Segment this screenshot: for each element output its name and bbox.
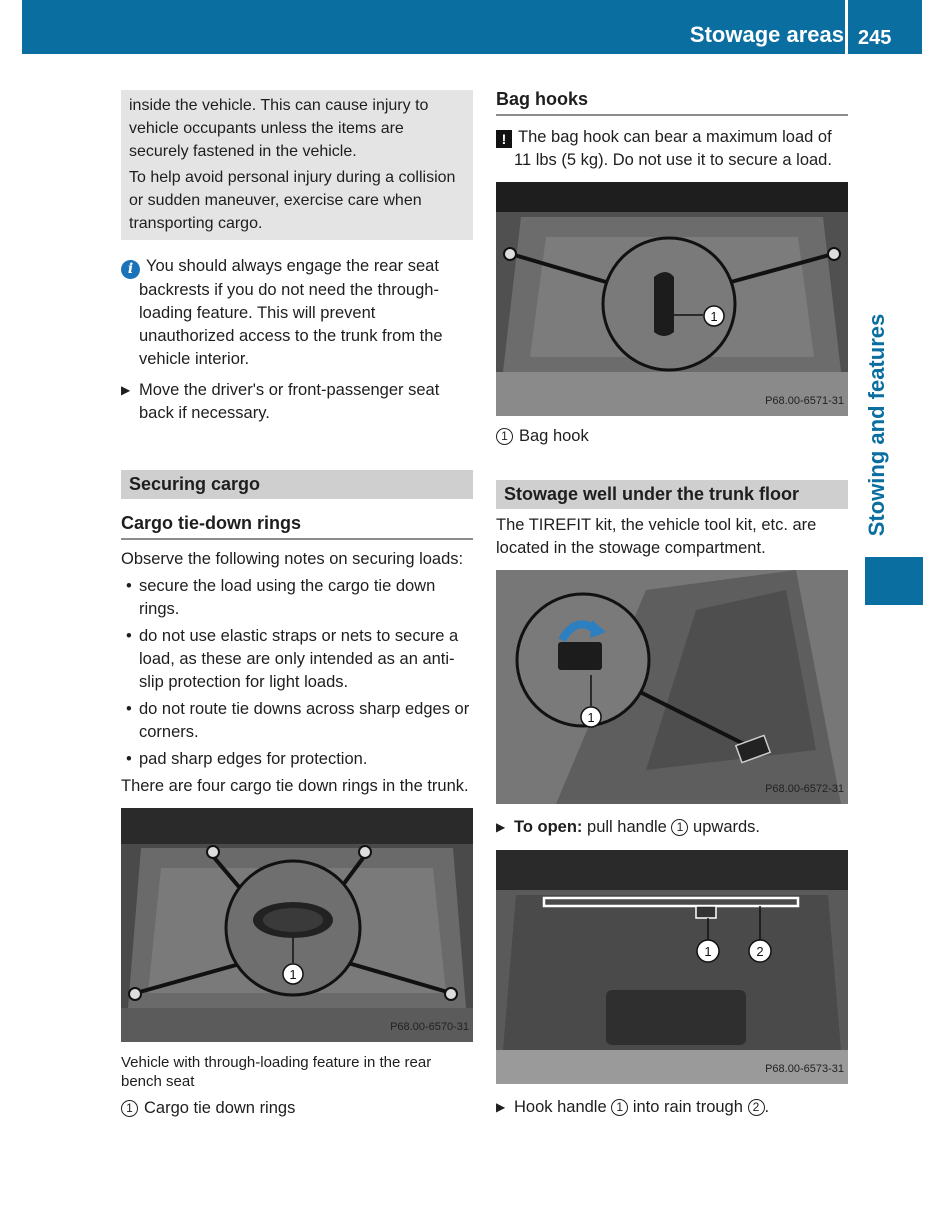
page-section-title: Stowage areas [689, 22, 844, 47]
instruction-step [121, 379, 473, 425]
header-divider [845, 0, 848, 54]
callout-number: 2 [748, 1099, 765, 1116]
step-text: . [764, 1098, 770, 1116]
triangle-arrow-icon: ▶ [496, 1100, 506, 1114]
svg-text:1: 1 [289, 967, 297, 982]
triangle-arrow-icon: ▶ [121, 383, 131, 397]
chapter-tab-label: Stowing and features [864, 313, 889, 537]
callout-number: 1 [671, 819, 688, 836]
rings-paragraph: There are four cargo tie down rings in the trunk. [121, 777, 469, 795]
rain-trough-photo [496, 850, 848, 1084]
page-number: 245 [858, 27, 892, 49]
figure-legend [496, 425, 848, 448]
step-text: upwards. [693, 818, 760, 836]
figure-legend [121, 1097, 473, 1120]
stowage-well-photo [496, 570, 848, 804]
list-item: • do not route tie downs across sharp edges or corners. [126, 700, 470, 741]
svg-text:1: 1 [587, 710, 595, 725]
exclamation-icon: ! [496, 130, 512, 148]
trunk-tie-down-photo [121, 808, 473, 1042]
triangle-arrow-icon: ▶ [496, 820, 506, 834]
figure-code: P68.00-6573-31 [765, 1063, 844, 1075]
svg-text:1: 1 [710, 309, 718, 324]
instruction-step [496, 816, 848, 839]
section-heading: Stowage well under the trunk floor [496, 480, 848, 509]
section-heading: Securing cargo [121, 470, 473, 499]
callout-number: 1 [611, 1099, 628, 1116]
notice-text: The bag hook can bear a maximum load of 11 lbs (5 kg). Do not use it to secure a load. [514, 128, 832, 169]
figure-code: P68.00-6571-31 [765, 395, 844, 407]
info-text: You should always engage the rear seat backrests if you do not need the through-loading feature. This will prevent unauthorized access to the trunk from the vehicle interior. [139, 257, 443, 368]
step-text: Hook handle [514, 1098, 607, 1116]
legend-text: Bag hook [519, 427, 589, 445]
left-column [121, 90, 473, 1120]
subheading: Cargo tie-down rings [121, 512, 473, 540]
info-icon: i [121, 260, 140, 279]
bag-hook-photo [496, 182, 848, 416]
chapter-tab [862, 300, 892, 550]
notice-note [496, 126, 848, 172]
list-item: • secure the load using the cargo tie down rings. [126, 577, 436, 618]
intro-paragraph: The TIREFIT kit, the vehicle tool kit, etc. are located in the stowage compartment. [496, 516, 817, 557]
bullet-list [121, 575, 473, 771]
list-item: • do not use elastic straps or nets to secure a load, as these are only intended as an anti-slip protection for light loads. [126, 627, 459, 691]
info-note [121, 255, 473, 371]
step-text: pull handle [587, 818, 667, 836]
callout-number: 1 [496, 428, 513, 445]
subheading: Bag hooks [496, 88, 848, 116]
svg-text:1: 1 [704, 944, 712, 959]
step-text: into rain trough [632, 1098, 743, 1116]
figure-code: P68.00-6572-31 [765, 783, 844, 795]
warning-box [121, 90, 473, 240]
warning-paragraph: inside the vehicle. This can cause injury to vehicle occupants unless the items are securely fastened in the vehicle. [129, 97, 429, 160]
intro-paragraph: Observe the following notes on securing loads: [121, 550, 464, 568]
svg-text:2: 2 [756, 944, 764, 959]
figure-code: P68.00-6570-31 [390, 1021, 469, 1033]
warning-paragraph: To help avoid personal injury during a collision or sudden maneuver, exercise care when transporting cargo. [129, 169, 456, 232]
instruction-step [496, 1096, 848, 1119]
chapter-tab-marker [865, 557, 923, 605]
step-text: Move the driver's or front-passenger seat back if necessary. [139, 381, 440, 422]
figure-caption: Vehicle with through-loading feature in the rear bench seat [121, 1054, 432, 1090]
step-label: To open: [514, 818, 583, 836]
callout-number: 1 [121, 1100, 138, 1117]
legend-text: Cargo tie down rings [144, 1099, 296, 1117]
list-item: • pad sharp edges for protection. [126, 750, 368, 768]
right-column [496, 88, 848, 1119]
